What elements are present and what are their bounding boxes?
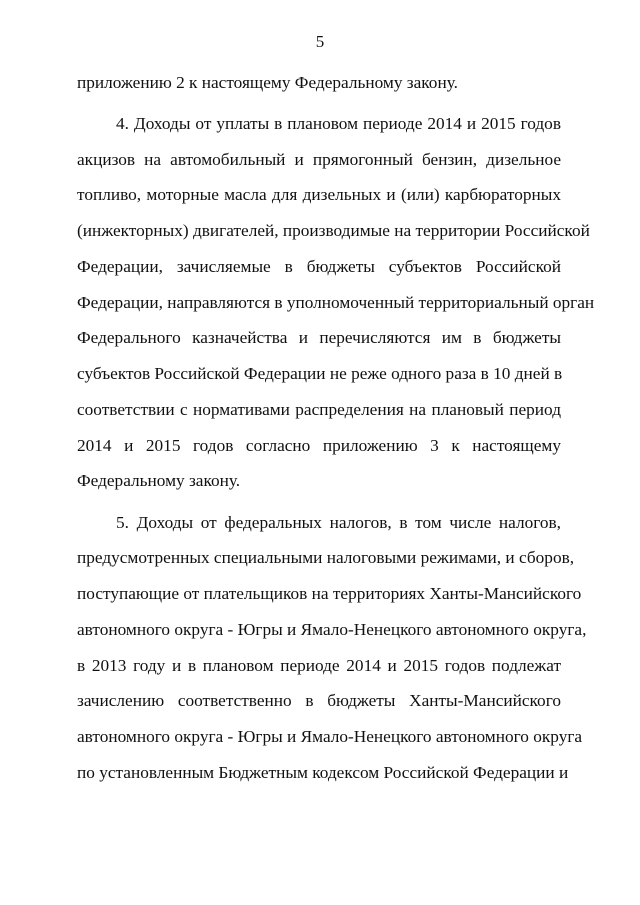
text-line: акцизов на автомобильный и прямогонный бензин, дизельное — [77, 150, 561, 169]
paragraph-5-first-line: 5. Доходы от федеральных налогов, в том числе налогов, — [116, 513, 561, 532]
text-line: Федерации, направляются в уполномоченный территориальный орган — [77, 293, 595, 312]
text-line: Федерации, зачисляемые в бюджеты субъектов Российской — [77, 257, 561, 276]
text-line: по установленным Бюджетным кодексом Российской Федерации и — [77, 763, 569, 782]
paragraph-4-first-line: 4. Доходы от уплаты в плановом периоде 2014 и 2015 годов — [116, 114, 561, 133]
text-line: автономного округа - Югры и Ямало-Ненецкого автономного округа, — [77, 620, 587, 639]
text-line: автономного округа - Югры и Ямало-Ненецкого автономного округа — [77, 727, 583, 746]
page-number: 5 — [315, 32, 325, 51]
text-line: Федерального казначейства и перечисляются им в бюджеты — [77, 328, 561, 347]
text-line: в 2013 году и в плановом периоде 2014 и 2015 годов подлежат — [77, 656, 561, 675]
text-line: поступающие от плательщиков на территориях Ханты-Мансийского — [77, 584, 582, 603]
text-line: соответствии с нормативами распределения на плановый период — [77, 400, 561, 419]
text-line: предусмотренных специальными налоговыми режимами, и сборов, — [77, 548, 575, 567]
text-line: Федеральному закону. — [77, 471, 241, 490]
text-line: топливо, моторные масла для дизельных и (или) карбюраторных — [77, 185, 561, 204]
text-line: субъектов Российской Федерации не реже одного раза в 10 дней в — [77, 364, 563, 383]
text-line: приложению 2 к настоящему Федеральному закону. — [77, 73, 458, 92]
text-line: зачислению соответственно в бюджеты Ханты-Мансийского — [77, 691, 561, 710]
text-line: 2014 и 2015 годов согласно приложению 3 к настоящему — [77, 436, 561, 455]
text-line: (инжекторных) двигателей, производимые на территории Российской — [77, 221, 590, 240]
